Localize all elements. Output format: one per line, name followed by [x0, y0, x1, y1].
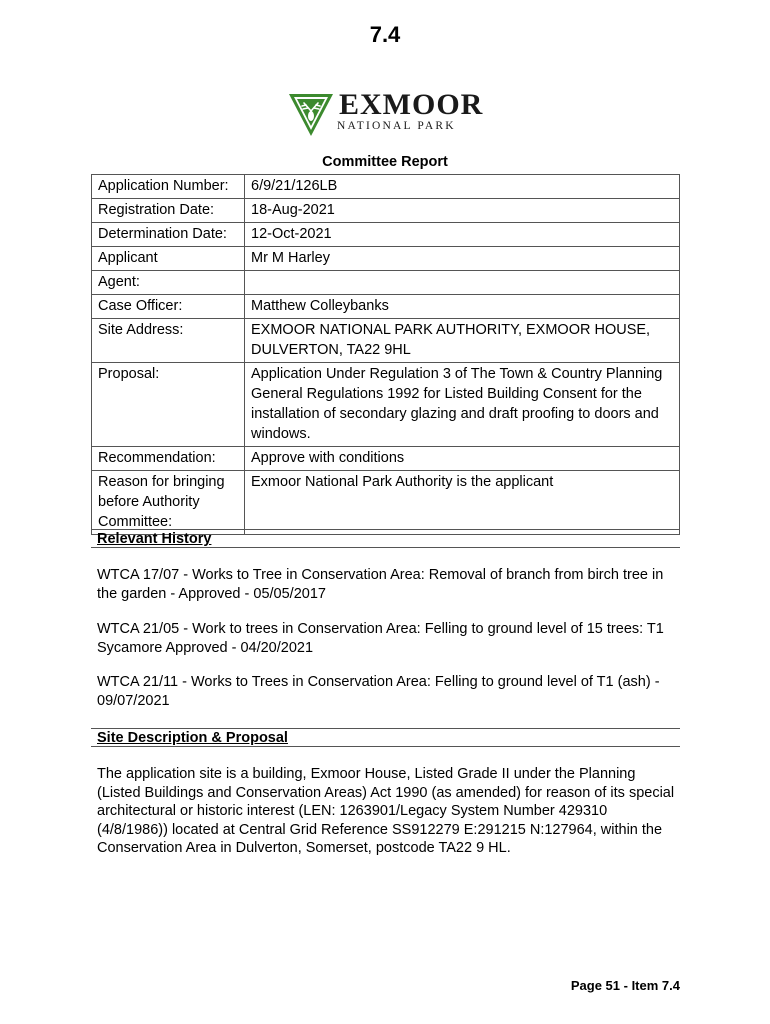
table-row — [92, 295, 680, 319]
table-row — [92, 471, 680, 535]
row-label: Proposal: — [92, 363, 245, 447]
row-label: Case Officer: — [92, 295, 245, 319]
row-value: Mr M Harley — [245, 247, 680, 271]
row-label: Agent: — [92, 271, 245, 295]
row-label: Application Number: — [92, 175, 245, 199]
history-item: WTCA 21/05 - Work to trees in Conservation Area: Felling to ground level of 15 trees: T1 Sycamore Approved - 04/20/2021 — [97, 621, 664, 656]
site-description-text: The application site is a building, Exmoor House, Listed Grade II under the Planning (Listed Buildings and Conservation Areas) Act 1990 (as amended) for reason of its special architectural or historic interest (LEN: 1263901/Legacy System Number 429310 (4/8/1986)) located at Central Grid Reference SS912279 E:291215 N:127964, within the Conservation Area in Dulverton, Somerset, postcode TA22 9 HL. — [97, 766, 675, 856]
row-label: Reason for bringing before Authority Committee: — [92, 471, 245, 535]
table-row — [92, 363, 680, 447]
row-label: Applicant — [92, 247, 245, 271]
row-value — [245, 271, 680, 295]
table-row — [92, 271, 680, 295]
site-description-heading: Site Description & Proposal — [91, 728, 680, 747]
row-value: 12-Oct-2021 — [245, 223, 680, 247]
table-row — [92, 223, 680, 247]
relevant-history-heading: Relevant History — [91, 529, 680, 548]
table-row — [92, 319, 680, 363]
history-item: WTCA 17/07 - Works to Tree in Conservation Area: Removal of branch from birch tree in the garden - Approved - 05/05/2017 — [97, 567, 664, 602]
table-row — [92, 447, 680, 471]
logo-subtitle: NATIONAL PARK — [337, 120, 456, 132]
item-number: 7.4 — [369, 22, 401, 47]
row-value: Approve with conditions — [245, 447, 680, 471]
page-footer: Page 51 - Item 7.4 — [570, 978, 680, 993]
row-value: Exmoor National Park Authority is the applicant — [245, 471, 680, 535]
stag-head-shield-icon — [287, 92, 335, 138]
row-label: Site Address: — [92, 319, 245, 363]
application-summary-table — [91, 174, 680, 535]
table-row — [92, 175, 680, 199]
row-value: 6/9/21/126LB — [245, 175, 680, 199]
logo-wordmark: EXMOOR — [339, 88, 484, 121]
row-label: Determination Date: — [92, 223, 245, 247]
table-row — [92, 199, 680, 223]
row-value: Matthew Colleybanks — [245, 295, 680, 319]
report-title: Committee Report — [322, 154, 448, 170]
row-label: Recommendation: — [92, 447, 245, 471]
history-item: WTCA 21/11 - Works to Trees in Conservation Area: Felling to ground level of T1 (ash) - 09/07/2021 — [97, 674, 660, 709]
row-value: Application Under Regulation 3 of The Town & Country Planning General Regulations 1992 for Listed Building Consent for the installation of secondary glazing and draft proofing to doors and windows. — [245, 363, 680, 447]
exmoor-logo — [287, 90, 487, 138]
row-value: 18-Aug-2021 — [245, 199, 680, 223]
table-row — [92, 247, 680, 271]
row-label: Registration Date: — [92, 199, 245, 223]
row-value: EXMOOR NATIONAL PARK AUTHORITY, EXMOOR HOUSE, DULVERTON, TA22 9HL — [245, 319, 680, 363]
